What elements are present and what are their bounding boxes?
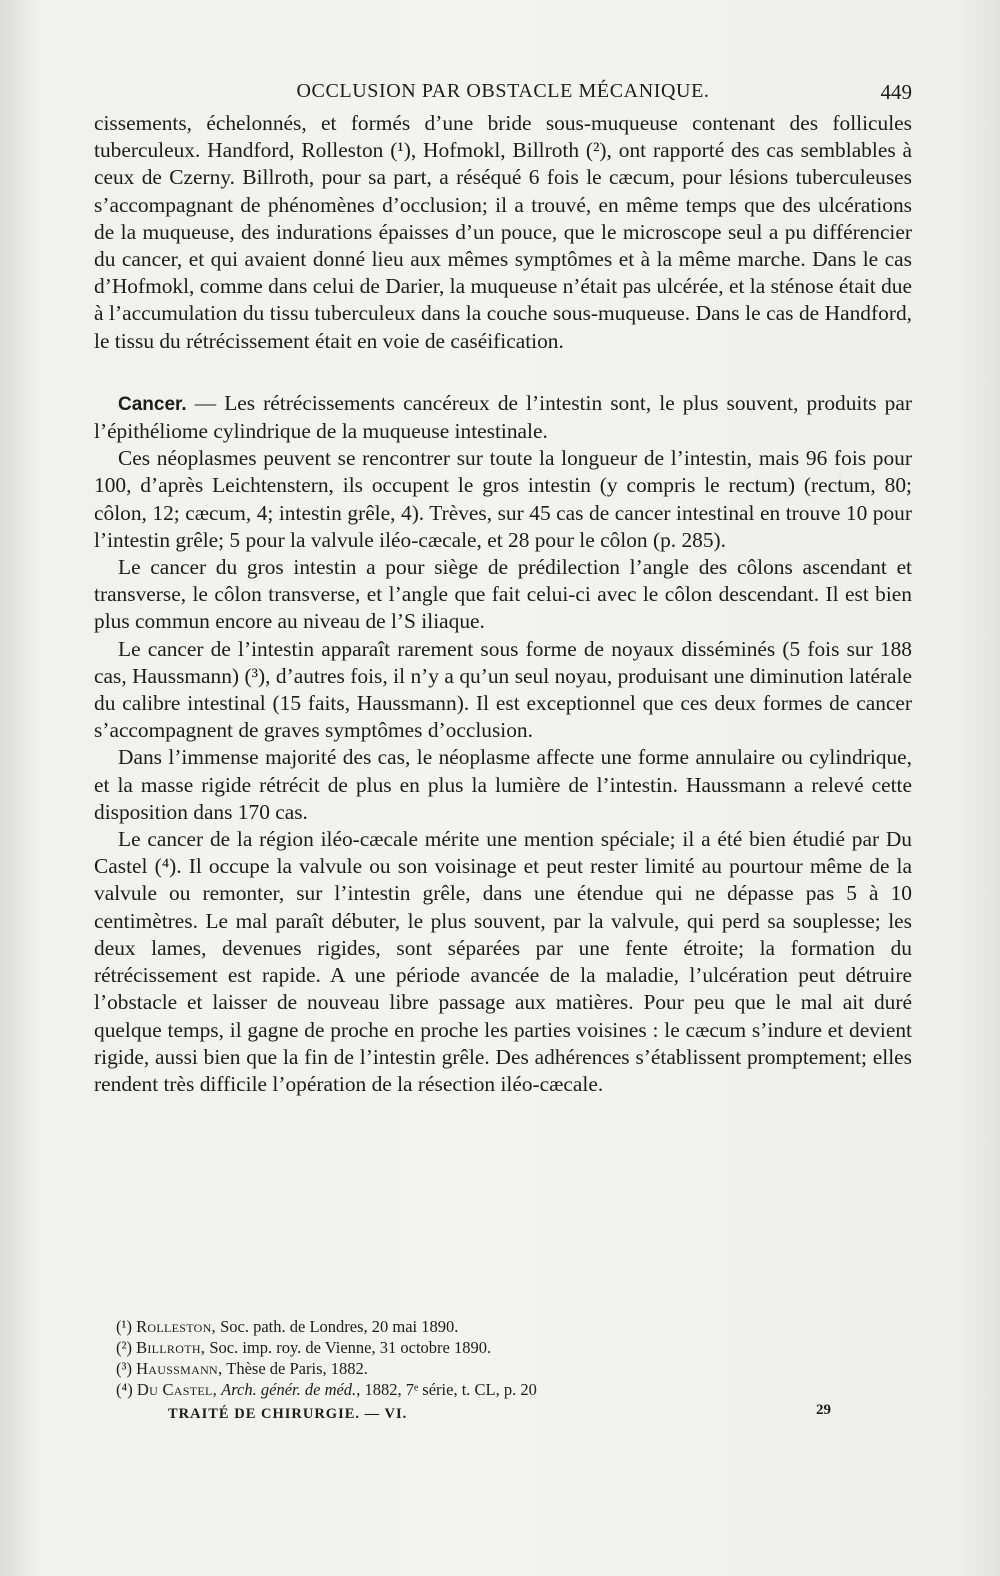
paragraph: cissements, échelonnés, et formés d’une bride sous-muqueuse contenant des follicules tuberculeux. Handford, Rolleston (¹), Hofmokl, Billroth (²), ont rapporté des cas semblables à ceux de Czerny. Billroth, pour sa part, a réséqué 6 fois le cæcum, pour lésions tuberculeuses s’accompagnant de phénomènes d’occlusion; il a trouvé, en même temps que des ulcérations de la muqueuse, des indurations épaisses d’un pouce, que le microscope seul a pu différencier du cancer, et qui avaient donné lieu aux mêmes symptômes et à la même marche. Dans le cas d’Hofmokl, comme dans celui de Darier, la muqueuse n’était pas ulcérée, et la sténose était due à l’accumulation du tissu tuberculeux dans la couche sous-muqueuse. Dans le cas de Handford, le tissu du rétrécissement était en voie de caséification.: [94, 111, 912, 353]
footnote-text: , 1882, 7ᵉ série, t. CL, p. 20: [356, 1380, 537, 1399]
paragraph: Le cancer du gros intestin a pour siège de prédilection l’angle des côlons ascendant et transverse, le côlon transverse, et l’angle que fait celui-ci avec le côlon descendant. Il est bien plus commun encore au niveau de l’S iliaque.: [94, 555, 912, 634]
footnote-2: [116, 1337, 736, 1358]
running-title: OCCLUSION PAR OBSTACLE MÉCANIQUE.: [296, 80, 710, 102]
footnote-mark: (³): [116, 1359, 132, 1378]
paragraph: Le cancer de la région iléo-cæcale mérite une mention spéciale; il a été bien étudié par Du Castel (⁴). Il occupe la valvule ou son voisinage et peut rester limité au pourtour même de la valvule ou remonter, sur l’intestin grêle, dans une étendue qui ne dépasse pas 5 à 10 centimètres. Le mal paraît débuter, le plus souvent, par la valvule, qui perd sa souplesse; les deux lames, devenues rigides, sont séparées par une fente étroite; la formation du rétrécissement est rapide. A une période avancée de la maladie, l’ulcération peut détruire l’obstacle et laisser de nouveau libre passage aux matières. Pour peu que le mal ait duré quelque temps, il gagne de proche en proche les parties voisines : le cæcum s’indure et devient rigide, aussi bien que la fin de l’intestin grêle. Des adhérences s’établissent promptement; elles rendent très difficile l’opération de la résection iléo-cæcale.: [94, 827, 912, 1096]
paragraph: Ces néoplasmes peuvent se rencontrer sur toute la longueur de l’intestin, mais 96 fois pour 100, d’après Leichtenstern, ils occupent le gros intestin (y compris le rectum) (rectum, 80; côlon, 12; cæcum, 4; intestin grêle, 4). Trèves, sur 45 cas de cancer intestinal en trouve 10 pour l’intestin grêle; 5 pour la valvule iléo-cæcale, et 28 pour le côlon (p. 285).: [94, 446, 912, 552]
paragraph: Dans l’immense majorité des cas, le néoplasme affecte une forme annulaire ou cylindrique, et la masse rigide rétrécit de plus en plus la lumière de l’intestin. Haussmann a relevé cette disposition dans 170 cas.: [94, 745, 912, 824]
footnote-4: [116, 1379, 736, 1400]
footnote-1: [116, 1316, 736, 1337]
footnote-author: Du Castel,: [136, 1380, 218, 1399]
section-title: Cancer.: [118, 393, 187, 415]
sheet-number: 29: [816, 1402, 831, 1418]
footnote-text: Soc. path. de Londres, 20 mai 1890.: [215, 1317, 459, 1336]
section-text: — Les rétrécissements cancéreux de l’intestin sont, le plus souvent, produits par l’épithéliome cylindrique de la muqueuse intestinale.: [94, 390, 912, 444]
body-text: [94, 110, 912, 1098]
paragraph: Le cancer de l’intestin apparaît rarement sous forme de noyaux disséminés (5 fois sur 188 cas, Haussmann) (³), d’autres fois, il n’y a qu’un seul noyau, produisant une diminution latérale du calibre intestinal (15 faits, Haussmann). Il est exceptionnel que ces deux formes de cancer s’accompagnent de graves symptômes d’occlusion.: [94, 636, 912, 743]
footnote-author: Billroth,: [136, 1338, 206, 1357]
page-number: 449: [880, 80, 912, 104]
footnote-author: Haussmann,: [136, 1359, 223, 1378]
footnote-3: [116, 1358, 736, 1379]
footnote-text: Soc. imp. roy. de Vienne, 31 octobre 1890.: [205, 1338, 492, 1357]
footnotes: [116, 1316, 736, 1400]
running-header: [94, 80, 912, 108]
section-paragraph: [94, 390, 912, 445]
footnote-text: Thèse de Paris, 1882.: [222, 1359, 368, 1378]
footnote-mark: (⁴): [116, 1380, 133, 1399]
printer-signature: TRAITÉ DE CHIRURGIE. — VI.: [168, 1406, 408, 1422]
footnote-author: Rolleston,: [136, 1317, 216, 1336]
footnote-mark: (²): [116, 1338, 132, 1357]
footnote-mark: (¹): [116, 1317, 132, 1336]
footnote-journal: Arch. génér. de méd.: [221, 1380, 357, 1399]
